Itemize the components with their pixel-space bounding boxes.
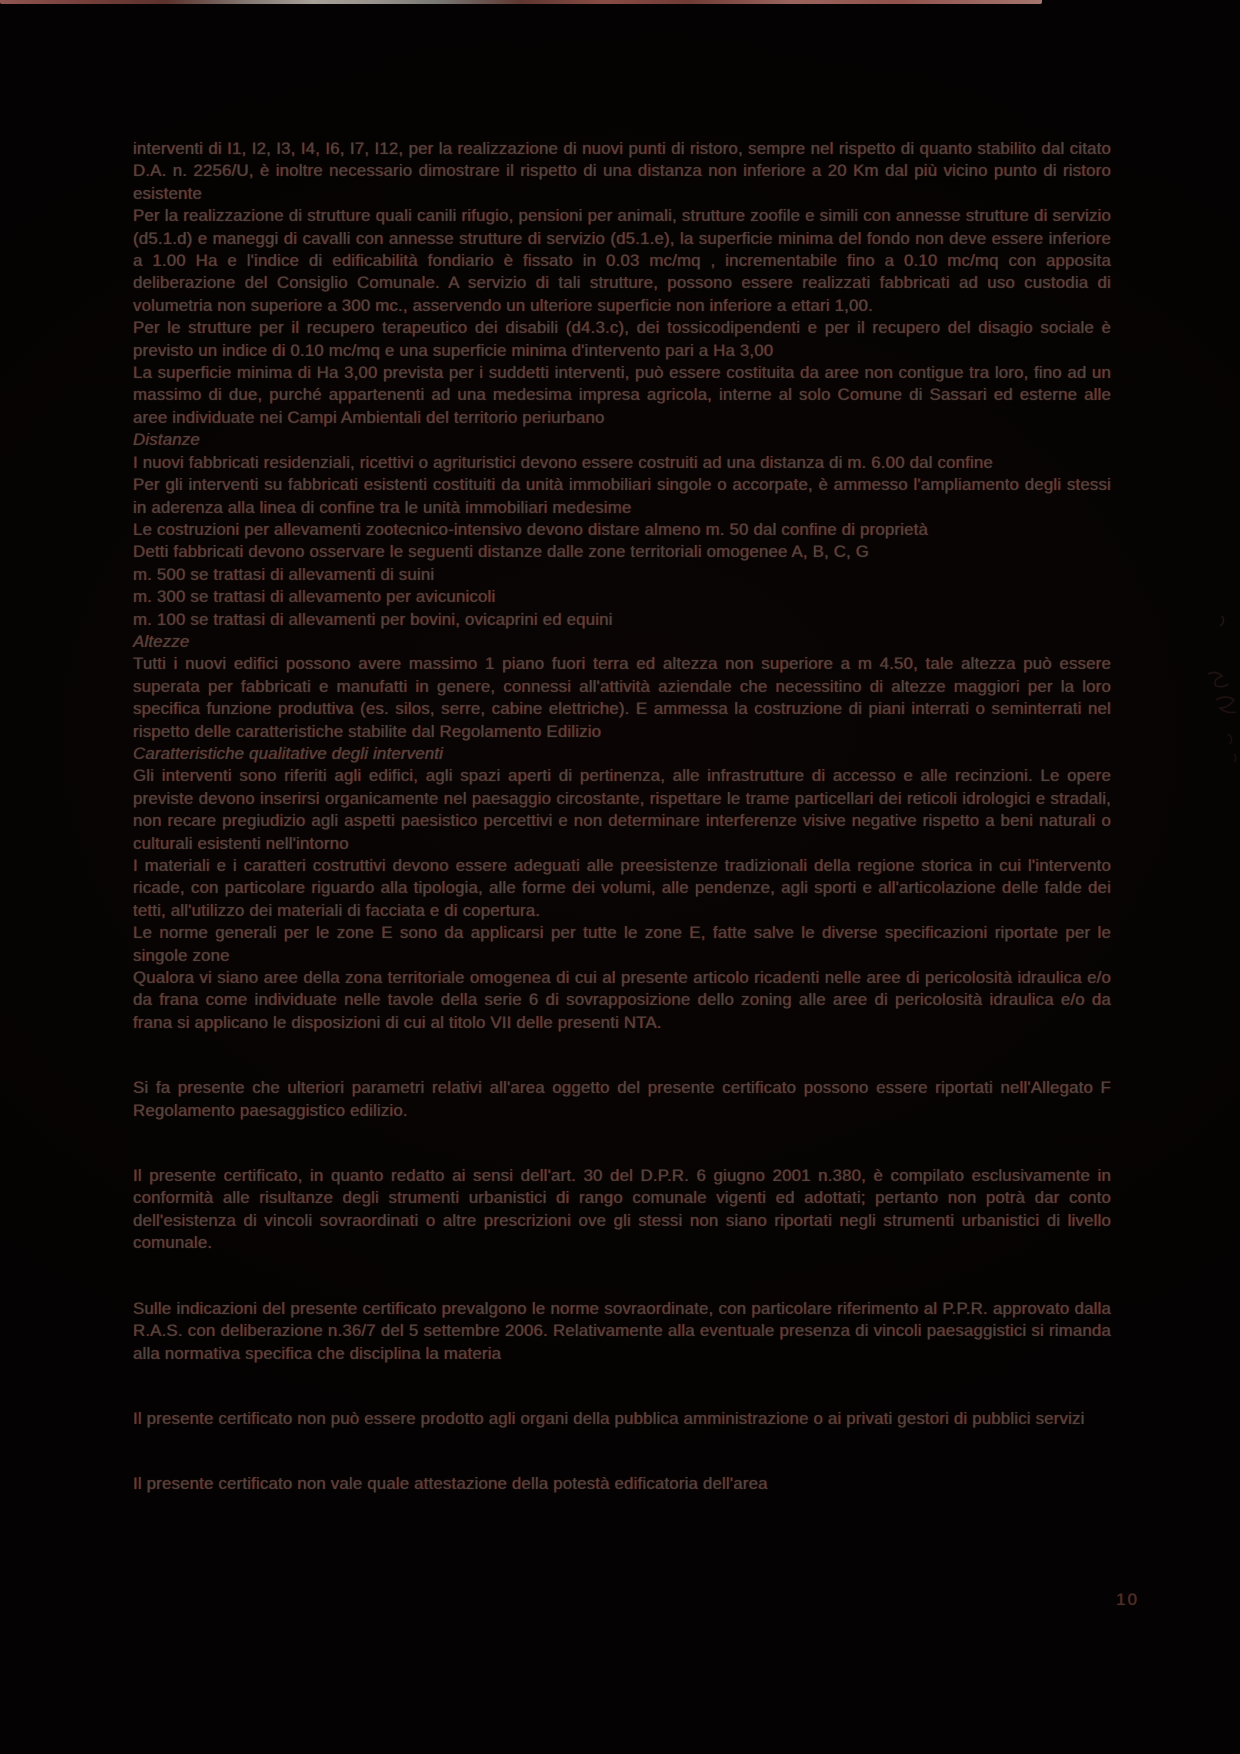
paragraph: I materiali e i caratteri costruttivi devono essere adeguati alle preesistenze tradizionali della regione storica in cui l'intervento ricade, con particolare riguardo alla tipologia, alle forme dei volumi, alle pendenze, agli sporti e all'articolazione delle falde dei tetti, all'utilizzo dei materiali di facciata e di copertura.	[133, 856, 1111, 920]
paragraph: I nuovi fabbricati residenziali, ricettivi o agrituristici devono essere costruiti ad una distanza di m. 6.00 dal confine	[133, 452, 993, 472]
paragraph: m. 100 se trattasi di allevamenti per bovini, ovicaprini ed equini	[133, 609, 613, 629]
paragraph: Qualora vi siano aree della zona territoriale omogenea di cui al presente articolo ricadenti nelle aree di pericolosità idraulica e/o da frana come individuate nelle tavole della serie 6 di sovrapposizione dello zoning alle aree di pericolosità idraulica e/o da frana si applicano le disposizioni di cui al titolo VII delle presenti NTA.	[133, 968, 1111, 1032]
section-heading: Caratteristiche qualitative degli interventi	[133, 743, 444, 763]
scan-artifact-top-edge	[0, 0, 1042, 4]
paragraph: Per le strutture per il recupero terapeutico dei disabili (d4.3.c), dei tossicodipendenti e per il recupero del disagio sociale è previsto un indice di 0.10 mc/mq e una superficie minima d'intervento pari a Ha 3,00	[133, 318, 1111, 360]
paragraph: Sulle indicazioni del presente certificato prevalgono le norme sovraordinate, con particolare riferimento al P.P.R. approvato dalla R.A.S. con deliberazione n.36/7 del 5 settembre 2006. Relativamente alla eventuale presenza di vincoli paesaggistici si rimanda alla normativa specifica che disciplina la materia	[133, 1298, 1111, 1363]
paragraph: m. 500 se trattasi di allevamenti di suini	[133, 564, 435, 584]
paragraph: Per gli interventi su fabbricati esistenti costituiti da unità immobiliari singole o accorpate, è ammesso l'ampliamento degli stessi in aderenza alla linea di confine tra le unità immobiliari medesime	[133, 475, 1111, 517]
page-number: 10	[1116, 1590, 1139, 1609]
paragraph: La superficie minima di Ha 3,00 prevista per i suddetti interventi, può essere costituita da aree non contigue tra loro, fino ad un massimo di due, purché appartenenti ad una medesima impresa agricola, interne al solo Comune di Sassari ed esterne alle aree individuate nei Campi Ambientali del territorio periurbano	[133, 363, 1111, 427]
paragraph: Il presente certificato, in quanto redatto ai sensi dell'art. 30 del D.P.R. 6 giugno 2001 n.380, è compilato esclusivamente in conformità alle risultanze degli strumenti urbanistici di rango comunale vigenti ed adottati; pertanto non potrà dar conto dell'esistenza di vincoli sovraordinati o altre prescrizioni ove gli stessi non siano riportati negli strumenti urbanistici di livello comunale.	[133, 1166, 1111, 1253]
paragraph: Detti fabbricati devono osservare le seguenti distanze dalle zone territoriali omogenee A, B, C, G	[133, 542, 869, 562]
paragraph: Le costruzioni per allevamenti zootecnico-intensivo devono distare almeno m. 50 dal confine di proprietà	[133, 519, 929, 539]
paragraph: Il presente certificato non può essere prodotto agli organi della pubblica amministrazione o ai privati gestori di pubblici servizi	[133, 1408, 1085, 1428]
paragraph: Gli interventi sono riferiti agli edifici, agli spazi aperti di pertinenza, alle infrastrutture di accesso e alle recinzioni. Le opere previste devono inserirsi organicamente nel paesaggio circostante, rispettare le trame particellari dei reticoli idrologici e stradali, non recare pregiudizio agli aspetti paesistico percettivi e non determinare interferenze visive negative rispetto a beni naturali o culturali esistenti nell'intorno	[133, 766, 1111, 853]
paragraph: Il presente certificato non vale quale attestazione della potestà edificatoria dell'area	[133, 1474, 768, 1494]
paragraph: Per la realizzazione di strutture quali canili rifugio, pensioni per animali, strutture zoofile e simili con annesse strutture di servizio (d5.1.d) e maneggi di cavalli con annesse strutture di servizio (d5.1.e), la superficie minima del fondo non deve essere inferiore a 1.00 Ha e l'indice di edificabilità fondiario è fissato in 0.03 mc/mq , incrementabile fino a 0.10 mc/mq con apposita deliberazione del Consiglio Comunale. A servizio di tali strutture, possono essere realizzati fabbricati ad uso custodia di volumetria non superiore a 300 mc., asservendo un ulteriore superficie non inferiore a ettari 1,00.	[133, 206, 1111, 315]
section-heading: Altezze	[133, 631, 190, 651]
document-text-block	[133, 138, 1111, 1496]
paragraph: interventi di I1, I2, I3, I4, I6, I7, I12, per la realizzazione di nuovi punti di ristoro, sempre nel rispetto di quanto stabilito dal citato D.A. n. 2256/U, è inoltre necessario dimostrare il rispetto di una distanza non inferiore a 20 Km dal più vicino punto di ristoro esistente	[133, 139, 1111, 203]
paragraph: Le norme generali per le zone E sono da applicarsi per tutte le zone E, fatte salve le diverse specificazioni riportate per le singole zone	[133, 923, 1111, 965]
paragraph: Tutti i nuovi edifici possono avere massimo 1 piano fuori terra ed altezza non superiore a m 4.50, tale altezza può essere superata per fabbricati e manufatti in genere, connessi all'attività aziendale che necessitino di altezze maggiori per la loro specifica funzione produttiva (es. silos, serre, cabine elettriche). E ammessa la costruzione di piani interrati o seminterrati nel rispetto delle caratteristiche stabilite dal Regolamento Edilizio	[133, 654, 1111, 741]
scan-artifact-right-edge-marks	[1178, 608, 1240, 768]
paragraph: m. 300 se trattasi di allevamento per avicunicoli	[133, 587, 496, 607]
paragraph: Si fa presente che ulteriori parametri relativi all'area oggetto del presente certificato possono essere riportati nell'Allegato F Regolamento paesaggistico edilizio.	[133, 1078, 1111, 1120]
section-heading: Distanze	[133, 430, 200, 450]
